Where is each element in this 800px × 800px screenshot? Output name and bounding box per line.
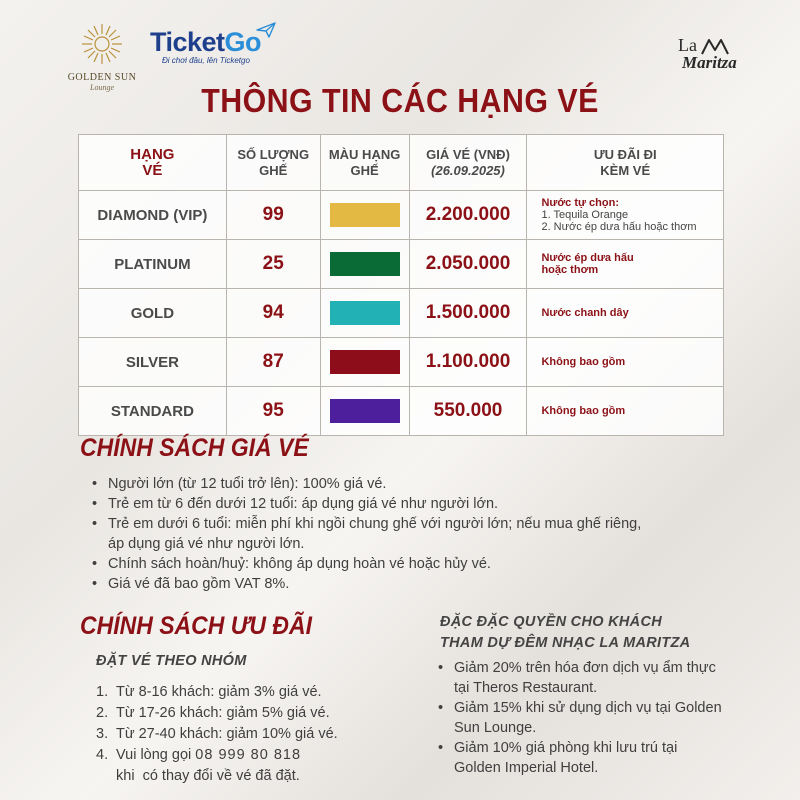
color-cell: [320, 289, 409, 338]
header-color: MÀU HẠNG GHẾ: [320, 135, 409, 191]
la-maritza-logo: [678, 36, 768, 72]
list-item: • Giá vé đã bao gồm VAT 8%.: [90, 574, 730, 594]
list-item: 3. Từ 27-40 khách: giảm 10% giá vé.: [96, 726, 338, 742]
color-swatch: [330, 203, 400, 227]
table-header-row: [79, 135, 724, 191]
qty-cell: 95: [226, 387, 320, 436]
price-cell: 550.000: [409, 387, 527, 436]
table-row: [79, 289, 724, 338]
list-item: • Giảm 15% khi sử dụng dịch vụ tại Golden Sun Lounge.: [436, 698, 776, 738]
perk-cell: Nước tự chọn: 1. Tequila Orange 2. Nước ép dưa hấu hoặc thơm: [527, 191, 724, 240]
table-row: [79, 338, 724, 387]
list-item: • Người lớn (từ 12 tuổi trở lên): 100% giá vé.: [90, 474, 730, 494]
list-item: • Chính sách hoàn/huỷ: không áp dụng hoàn vé hoặc hủy vé.: [90, 554, 730, 574]
price-cell: 2.050.000: [409, 240, 527, 289]
perk-cell: Nước chanh dây: [527, 289, 724, 338]
ticketgo-name-part1: Ticket: [150, 27, 225, 57]
list-item: • Giảm 10% giá phòng khi lưu trú tại Golden Imperial Hotel.: [436, 738, 776, 778]
list-item: 1. Từ 8-16 khách: giảm 3% giá vé.: [96, 684, 322, 700]
price-cell: 2.200.000: [409, 191, 527, 240]
perk-cell: Nước ép dưa hấu hoặc thơm: [527, 240, 724, 289]
color-cell: [320, 191, 409, 240]
color-swatch: [330, 252, 400, 276]
qty-cell: 25: [226, 240, 320, 289]
list-item: 4. Vui lòng gọi 08 999 80 818: [96, 745, 416, 766]
color-swatch: [330, 350, 400, 374]
header-qty: SỐ LƯỢNG GHẾ: [226, 135, 320, 191]
table-row: [79, 240, 724, 289]
tier-cell: GOLD: [79, 289, 227, 338]
price-cell: 1.500.000: [409, 289, 527, 338]
header-perk: ƯU ĐÃI ĐI KÈM VÉ: [527, 135, 724, 191]
perk-cell: Không bao gồm: [527, 387, 724, 436]
wave-mark-icon: [700, 36, 730, 56]
qty-cell: 87: [226, 338, 320, 387]
group-booking-title: ĐẶT VÉ THEO NHÓM: [96, 653, 247, 669]
ticketgo-logo: [150, 28, 280, 65]
paper-plane-icon: [256, 22, 276, 38]
ticketgo-name-part2: Go: [224, 27, 262, 57]
list-item-continuation: áp dụng giá vé như người lớn.: [108, 536, 305, 552]
vip-privileges-list: [436, 658, 776, 778]
ticket-tier-table: [78, 134, 724, 436]
color-swatch: [330, 301, 400, 325]
list-item: • Trẻ em từ 6 đến dưới 12 tuổi: áp dụng giá vé như người lớn.: [90, 494, 730, 514]
sun-icon: [80, 22, 124, 66]
golden-sun-sub: Lounge: [90, 83, 114, 92]
color-cell: [320, 240, 409, 289]
qty-cell: 99: [226, 191, 320, 240]
list-item: • Giảm 20% trên hóa đơn dịch vụ ẩm thực tại Theros Restaurant.: [436, 658, 776, 698]
header-price: GIÁ VÉ (VNĐ) (26.09.2025): [409, 135, 527, 191]
tier-cell: PLATINUM: [79, 240, 227, 289]
table-row: [79, 387, 724, 436]
color-cell: [320, 387, 409, 436]
golden-sun-name: GOLDEN SUN: [67, 72, 137, 83]
ticketgo-tagline: Đi chơi đâu, lên Ticketgo: [162, 56, 250, 65]
price-cell: 1.100.000: [409, 338, 527, 387]
price-policy-list: [90, 474, 730, 594]
perk-cell: Không bao gồm: [527, 338, 724, 387]
header: [0, 0, 800, 92]
tier-cell: STANDARD: [79, 387, 227, 436]
page-title: THÔNG TIN CÁC HẠNG VÉ: [201, 82, 599, 119]
price-policy-title: CHÍNH SÁCH GIÁ VÉ: [80, 434, 309, 462]
header-tier: HẠNG VÉ: [79, 135, 227, 191]
phone-number[interactable]: 08 999 80 818: [195, 747, 302, 763]
tier-cell: SILVER: [79, 338, 227, 387]
discount-policy-title: CHÍNH SÁCH ƯU ĐÃI: [80, 612, 312, 640]
vip-privileges-title: ĐẶC ĐẶC QUYỀN CHO KHÁCH THAM DỰ ĐÊM NHẠC LA MARITZA: [440, 614, 691, 651]
list-item: • Trẻ em dưới 6 tuổi: miễn phí khi ngồi chung ghế với người lớn; nếu mua ghế riêng,: [90, 514, 730, 534]
table-row: [79, 191, 724, 240]
group-booking-list: [96, 682, 416, 787]
qty-cell: 94: [226, 289, 320, 338]
la-maritza-name: Maritza: [682, 53, 737, 72]
color-swatch: [330, 399, 400, 423]
list-item: 2. Từ 17-26 khách: giảm 5% giá vé.: [96, 705, 330, 721]
color-cell: [320, 338, 409, 387]
la-maritza-la: La: [678, 35, 697, 55]
tier-cell: DIAMOND (VIP): [79, 191, 227, 240]
list-item-continuation: khi có thay đổi về vé đã đặt.: [116, 768, 300, 784]
